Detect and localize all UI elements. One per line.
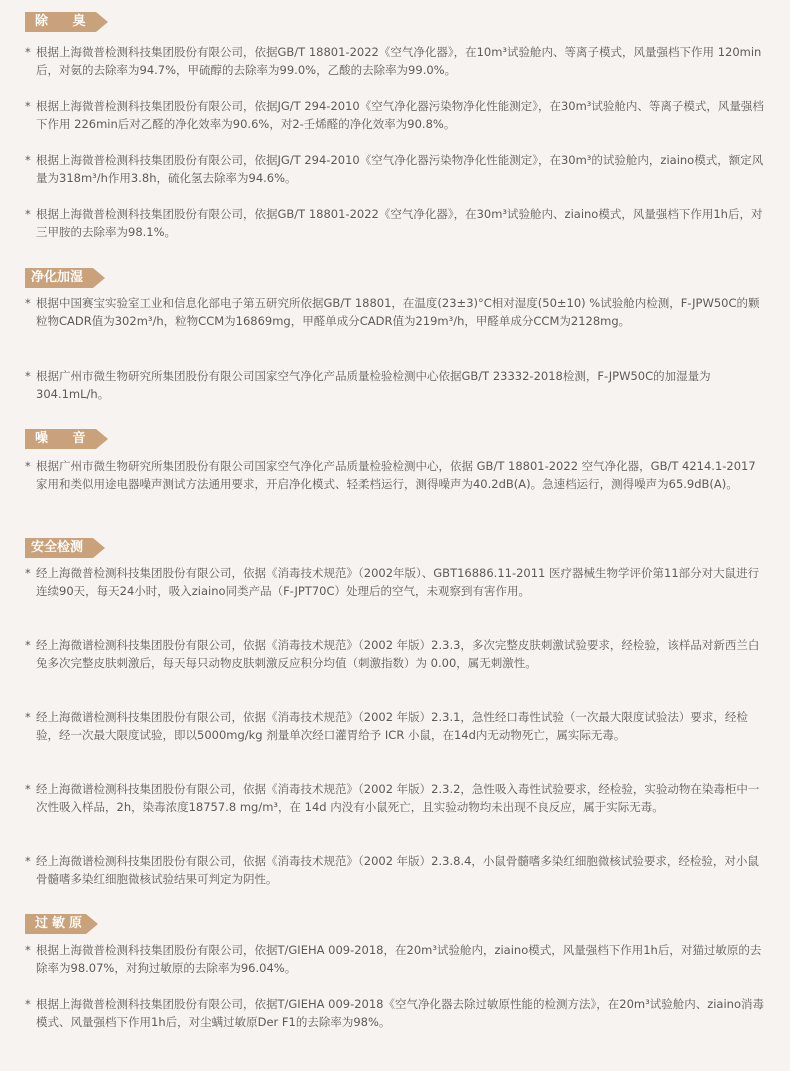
list-item bbox=[25, 636, 770, 672]
list-item bbox=[25, 294, 770, 330]
section-title-allergen: 过敏原 bbox=[25, 914, 86, 934]
item-text: 根据上海微普检测科技集团股份有限公司，依据GB/T 18801-2022《空气净化器》，在10m³试验舱内、等离子模式，风量强档下作用 120min后，对氨的去除率为94.7%，甲硫醇的去除率为99.0%，乙酸的去除率为99.0%。 bbox=[36, 45, 762, 77]
bullet-icon: * bbox=[25, 782, 31, 796]
section-title-safety-testing: 安全检测 bbox=[25, 538, 93, 558]
bullet-icon: * bbox=[25, 459, 31, 473]
item-text: 根据广州市微生物研究所集团股份有限公司国家空气净化产品质量检验检测中心依据GB/T 23332-2018检测，F-JPW50C的加湿量为304.1mL/h。 bbox=[36, 369, 711, 401]
section-title-deodorization: 除 臭 bbox=[25, 12, 96, 32]
bullet-icon: * bbox=[25, 854, 31, 868]
item-text: 根据上海微普检测科技集团股份有限公司，依据T/GIEHA 009-2018，在20m³试验舱内，ziaino模式，风量强档下作用1h后，对猫过敏原的去除率为98.07%，对狗过敏原的去除率为96.04%。 bbox=[36, 943, 762, 975]
item-text: 经上海微谱检测科技集团股份有限公司，依据《消毒技术规范》（2002 年版）2.3.8.4，小鼠骨髓嗜多染红细胞微核试验要求，经检验，对小鼠骨髓嗜多染红细胞微核试验结果可判定为阴性。 bbox=[36, 854, 759, 886]
section-title-purify-humidify: 净化加湿 bbox=[25, 268, 93, 288]
list-item bbox=[25, 852, 770, 888]
list-item bbox=[25, 995, 770, 1031]
item-text: 根据广州市微生物研究所集团股份有限公司国家空气净化产品质量检验检测中心，依据 GB/T 18801-2022 空气净化器，GB/T 4214.1-2017 家用和类似用途电器噪声测试方法通用要求，开启净化模式、轻柔档运行，测得噪声为40.2dB(A)。急速档运行，测得噪声为65.9dB(A)。 bbox=[36, 459, 756, 491]
item-text: 经上海微普检测科技集团股份有限公司，依据《消毒技术规范》（2002年版）、GBT16886.11-2011 医疗器械生物学评价第11部分对大鼠进行连续90天，每天24小时，吸入ziaino同类产品（F-JPT70C）处理后的空气，未观察到有害作用。 bbox=[36, 566, 760, 598]
bullet-icon: * bbox=[25, 566, 31, 580]
list-item bbox=[25, 97, 770, 133]
bullet-icon: * bbox=[25, 207, 31, 221]
section-title-noise: 噪 音 bbox=[25, 429, 96, 449]
list-item bbox=[25, 457, 770, 493]
list-item bbox=[25, 708, 770, 744]
list-item bbox=[25, 564, 770, 600]
bullet-icon: * bbox=[25, 943, 31, 957]
bullet-icon: * bbox=[25, 997, 31, 1011]
item-text: 根据上海微普检测科技集团股份有限公司，依据JG/T 294-2010《空气净化器污染物净化性能测定》，在30m³试验舱内、等离子模式，风量强档下作用 226min后对乙醛的净化效率为90.6%，对2-壬烯醛的净化效率为90.8%。 bbox=[36, 99, 764, 131]
bullet-icon: * bbox=[25, 369, 31, 383]
bullet-icon: * bbox=[25, 45, 31, 59]
item-text: 根据上海微普检测科技集团股份有限公司，依据GB/T 18801-2022《空气净化器》，在30m³试验舱内、ziaino模式，风量强档下作用1h后，对三甲胺的去除率为98.1%。 bbox=[36, 207, 763, 239]
item-text: 经上海微谱检测科技集团股份有限公司，依据《消毒技术规范》（2002 年版）2.3.1，急性经口毒性试验（一次最大限度试验法）要求，经检验，经一次最大限度试验，即以5000mg/kg 剂量单次经口灌胃给予 ICR 小鼠，在14d内无动物死亡，属实际无毒。 bbox=[36, 710, 748, 742]
list-item bbox=[25, 151, 770, 187]
item-text: 经上海微谱检测科技集团股份有限公司，依据《消毒技术规范》（2002 年版）2.3.2，急性吸入毒性试验要求，经检验，实验动物在染毒柜中一次性吸入样品，2h，染毒浓度18757.8 mg/m³，在 14d 内没有小鼠死亡，且实验动物均未出现不良反应，属于实际无毒。 bbox=[36, 782, 760, 814]
list-item bbox=[25, 780, 770, 816]
list-item bbox=[25, 43, 770, 79]
bullet-icon: * bbox=[25, 710, 31, 724]
bullet-icon: * bbox=[25, 638, 31, 652]
list-item bbox=[25, 367, 770, 403]
bullet-icon: * bbox=[25, 296, 31, 310]
item-text: 根据上海微普检测科技集团股份有限公司，依据T/GIEHA 009-2018《空气净化器去除过敏原性能的检测方法》，在20m³试验舱内、ziaino消毒模式、风量强档下作用1h后，对尘螨过敏原Der F1的去除率为98%。 bbox=[36, 997, 764, 1029]
bullet-icon: * bbox=[25, 153, 31, 167]
bullet-icon: * bbox=[25, 99, 31, 113]
list-item bbox=[25, 205, 770, 241]
item-text: 根据上海微普检测科技集团股份有限公司，依据JG/T 294-2010《空气净化器污染物净化性能测定》，在30m³的试验舱内，ziaino模式，额定风量为318m³/h作用3.8h，硫化氢去除率为94.6%。 bbox=[36, 153, 764, 185]
item-text: 经上海微谱检测科技集团股份有限公司，依据《消毒技术规范》（2002 年版）2.3.3，多次完整皮肤刺激试验要求，经检验，该样品对新西兰白兔多次完整皮肤刺激后，每天每只动物皮肤刺激反应积分均值（刺激指数）为 0.00，属无刺激性。 bbox=[36, 638, 760, 670]
item-text: 根据中国赛宝实验室工业和信息化部电子第五研究所依据GB/T 18801，在温度(23±3)°C相对湿度(50±10) %试验舱内检测，F-JPW50C的颗粒物CADR值为302m³/h，粒物CCM为16869mg，甲醛单成分CADR值为219m³/h，甲醛单成分CCM为2128mg。 bbox=[36, 296, 760, 328]
list-item bbox=[25, 941, 770, 977]
